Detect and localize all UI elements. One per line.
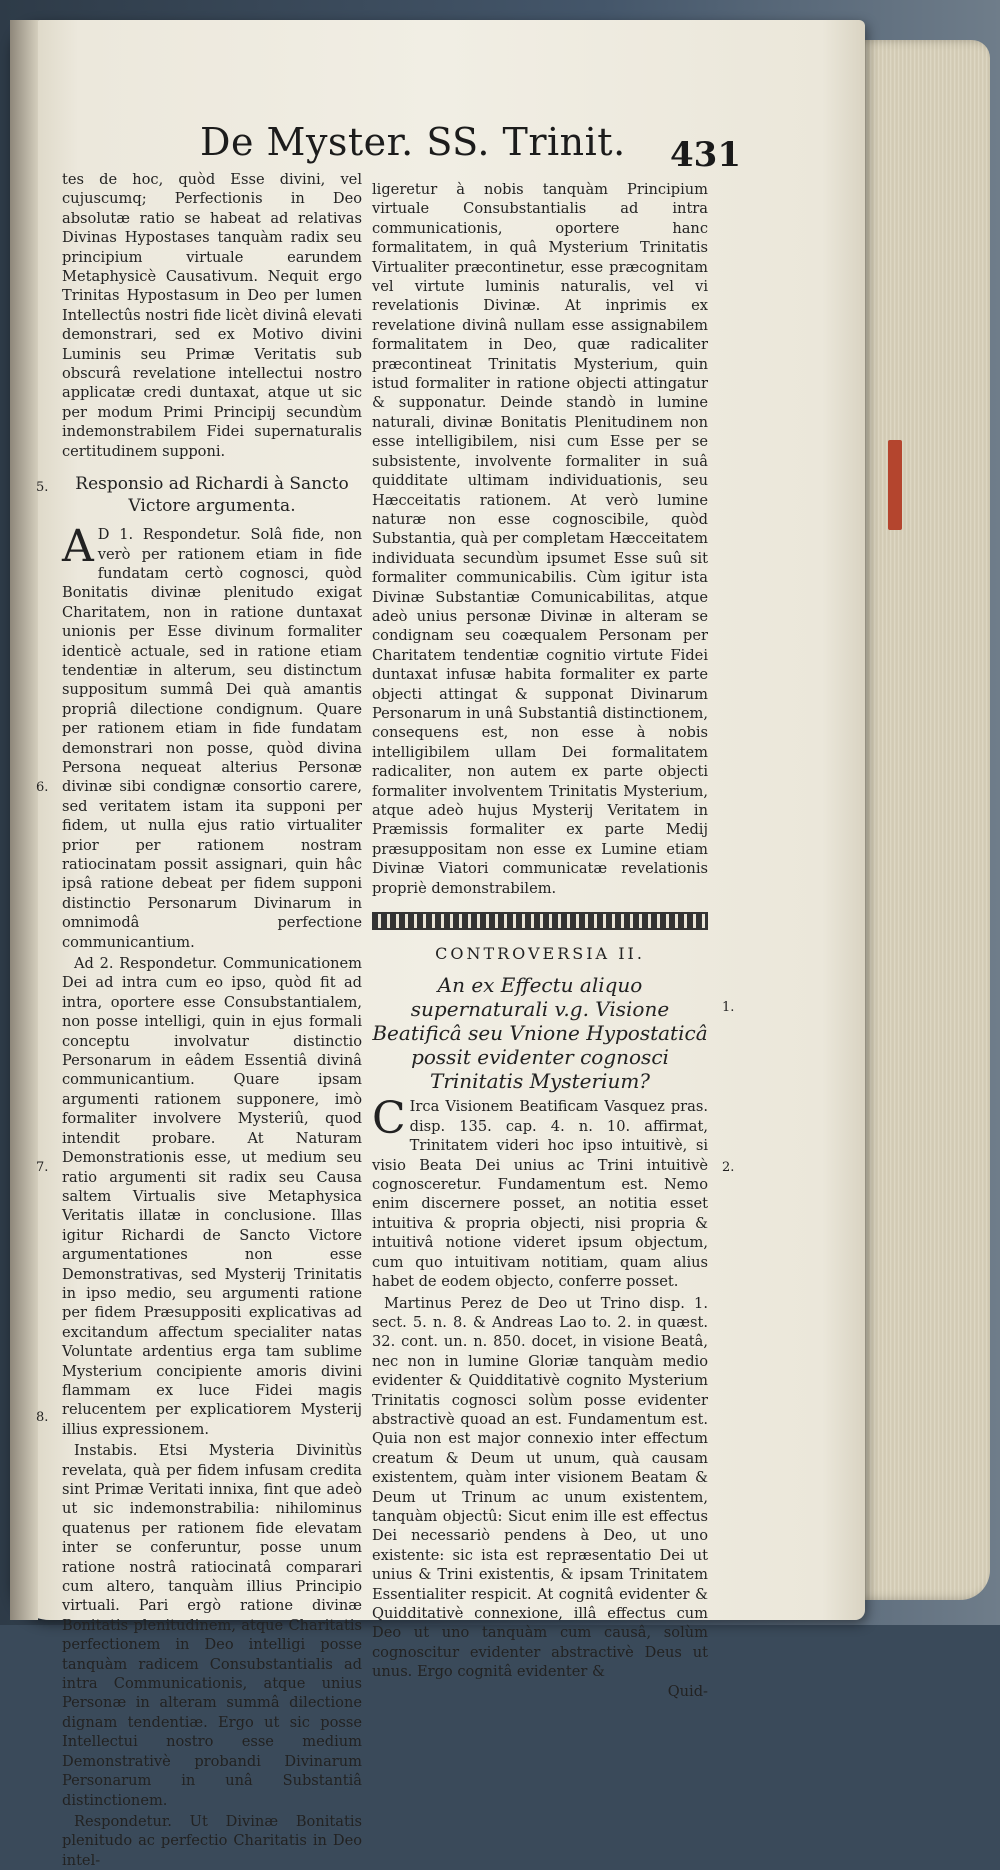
- paragraph-5: [62, 521, 362, 952]
- page-edges: [855, 40, 990, 1600]
- left-column: [62, 170, 362, 1870]
- paragraph-8: Respondetur. Ut Divinæ Bonitatis plenitudo ac perfectio Charitatis in Deo intel-: [62, 1812, 362, 1869]
- margin-number-8: 8.: [36, 1410, 49, 1425]
- drop-cap-c: C: [372, 1093, 406, 1145]
- margin-number-7: 7.: [36, 1160, 49, 1175]
- section-subheading: Responsio ad Richardi à Sancto Victore argumenta.: [75, 474, 349, 517]
- page-number: 431: [670, 135, 741, 175]
- paragraph-1-text: Irca Visionem Beatificam Vasquez pras. disp. 135. cap. 4. n. 10. affirmat, Trinitatem videri hoc ipso intuitivè, si visio Beata Dei unius ac Trini intuitivè cognosceretur. Fundamentum est. Nemo enim discernere posset, an notitia esset intuitiva & propria objecti, nisi propria & intuitivâ notione videret ipsum objectum, cum quo intuitivam notitiam, quam alius habet de eodem objecto, conferre posset.: [372, 1098, 708, 1291]
- margin-number-r1: 1.: [722, 1000, 735, 1015]
- controversia-heading: CONTROVERSIA II.: [435, 944, 645, 964]
- running-title: De Myster. SS. Trinit.: [200, 120, 626, 164]
- drop-cap: A: [62, 521, 94, 573]
- continuation-paragraph: ligeretur à nobis tanquàm Principium virtuale Consubstantialis ad intra communicationis, oportere hanc formalitatem, in quâ Mysterium Trinitatis Virtualiter præcontinetur, esse præcognitam vel virtute luminis naturalis, vel vi revelationis Divinæ. At inprimis ex revelatione divinâ nullam esse assignabilem formalitatem in Deo, quæ radicaliter præcontineat Trinitatis Mysterium, quin istud formaliter in ratione objecti attingatur & supponatur. Deinde standò in lumine naturali, divinæ Bonitatis Plenitudinem non esse intelligibilem, nisi cum Esse per se subsistente, involvente formaliter in suâ quidditate ultimam individuationis, seu Hæcceitatis rationem. At verò lumine naturæ non esse cognoscibile, quòd Substantia, quà per completam Hæcceitatem individuata secundùm ipsumet Esse suû sit formaliter communicabilis. Cùm igitur ista Divinæ Substantiæ Comunicabilitas, atque adeò unius personæ Divinæ in alteram se condignam seu coæqualem Personam per Charitatem tendentiæ cognitio virtute Fidei duntaxat infusæ habita formaliter ex parte objecti attingat & supponat Divinarum Personarum in unâ Substantiâ distinctionem, consequens est, non esse à nobis intelligibilem ullam Dei formalitatem radicaliter, non autem ex parte objecti formaliter involventem Trinitatis Mysterium, atque adeò hujus Mysterij Veritatem in Præmissis formaliter ex parte Medij præsuppositam non esse ex Lumine etiam Divinæ Viatori communicatæ revelationis propriè demonstrabilem.: [372, 181, 708, 897]
- book-page: [10, 20, 865, 1869]
- margin-number-r2: 2.: [722, 1160, 735, 1175]
- paragraph-2: Martinus Perez de Deo ut Trino disp. 1. sect. 5. n. 8. & Andreas Lao to. 2. in quæst. 32. cont. un. n. 850. docet, in visione Beatâ, nec non in lumine Gloriæ tanquàm medio evidenter & Quidditativè cognito Mysterium Trinitatis cognosci solùm posse evidenter abstractivè quoad an est. Fundamentum est. Quia non est major connexio inter effectum creatum & Deum ut unum, quà causam existentem, quàm inter visionem Beatam & Deum ut Trinum ac unum existentem, tanquàm objectû: Sicut enim ille est effectus Dei necessariò pendens à Deo, ut uno existente: sic ista est repræsentatio Dei ut unius & Trini existentis, & ipsam Trinitatem Essentialiter respicit. At cognitâ evidenter & Quidditativè connexione, illâ effectus cum Deo ut uno tanquàm cum causâ, solùm cognoscitur evidenter abstractivè Deus ut unus. Ergo cognitâ evidenter &: [372, 1294, 708, 1681]
- paragraph-6: Ad 2. Respondetur. Communicationem Dei ad intra cum eo ipso, quòd fit ad intra, oportere esse Consubstantialem, non posse intelligi, quin in ejus formali conceptu involvatur distinctio Personarum in eâdem Essentiâ divinâ communicantium. Quare ipsam argumenti rationem supponere, imò formaliter involvere Mysteriû, quod intendit probare. At Naturam Demonstrationis esse, ut medium seu ratio argumenti sit radix seu Causa saltem Virtualis sive Metaphysica Veritatis illatæ in conclusione. Illas igitur Richardi de Sancto Victore argumentationes non esse Demonstrativas, sed Mysterij Trinitatis in ipso medio, seu argumenti ratione per fidem Præsuppositi explicativas ad excitandum affectum specialiter natas Voluntate ardentius erga tam sublime Mysterium concipiente amoris divini flammam ex luce Fidei magis relucentem per explicatiorem Mysterij illius expressionem.: [62, 955, 362, 1438]
- paragraph-5-text: D 1. Respondetur. Solâ fide, non verò per rationem etiam in fide fundatam certò cognosci, quòd Bonitatis divinæ plenitudo exigat Charitatem, non in ratione duntaxat unionis per Esse divinum formaliter identicè actuale, sed in ratione etiam tendentiæ in alterum, seu distinctum suppositum summâ Dei quà amantis propriâ dilectione condignum. Quare per rationem etiam in fide fundatam demonstrari non posse, quòd divina Persona nequeat alterius Personæ divinæ sibi condignæ consortio carere, sed veritatem istam ita supponi per fidem, ut nulla ejus ratio virtualiter prior per rationem nostram ratiocinatam possit assignari, quin hâc ipsâ ratione debeat per fidem supponi distinctio Personarum Divinarum in omnimodâ perfectione communicantium.: [62, 526, 362, 951]
- paragraph-1: [372, 1093, 708, 1291]
- bookmark-ribbon: [888, 440, 902, 530]
- decorative-ornament-band: [372, 912, 708, 930]
- opening-paragraph: tes de hoc, quòd Esse divini, vel cujuscumq; Perfectionis in Deo absolutæ ratio se habeat ad relativas Divinas Hypostases tanquàm radix seu principium virtuale earundem Metaphysicè Causativum. Nequit ergo Trinitas Hypostasum in Deo per lumen Intellectûs nostri fide licèt divinâ elevati demonstrari, sed ex Motivo divini Luminis seu Primæ Veritatis sub obscurâ revelatione intellectui nostro applicatæ credi duntaxat, atque ut sic per modum Primi Principij secundùm indemonstrabilem Fidei supernaturalis certitudinem supponi.: [62, 171, 362, 460]
- right-column: [372, 180, 708, 1701]
- page-gutter: [10, 20, 38, 1620]
- margin-number-5: 5.: [36, 480, 49, 495]
- question-title: An ex Effectu aliquo supernaturali v.g. Visione Beatificâ seu Vnione Hypostaticâ possit evidenter cognosci Trinitatis Mysterium?: [372, 973, 708, 1094]
- margin-number-6: 6.: [36, 780, 49, 795]
- catchword: Quid-: [667, 1682, 708, 1700]
- paragraph-7: Instabis. Etsi Mysteria Divinitùs revelata, quà per fidem infusam credita sint Primæ Veritati innixa, fint que adeò ut sic indemonstrabilia: nihilominus quatenus per rationem fide elevatam inter se conferuntur, posse unum ratione nostrâ ratiocinatâ comparari cum altero, tanquàm illius Principio virtuali. Pari ergò ratione divinæ Bonitatis plenitudinem, atque Charitatis perfectionem in Deo intelligi posse tanquàm radicem Consubstantialis ad intra Communicationis, atque unius Personæ in alteram summâ dilectione dignam tendentiæ. Ergo ut sic posse Intellectui nostro esse medium Demonstrativè probandi Divinarum Personarum in unâ Substantiâ distinctionem.: [62, 1442, 362, 1809]
